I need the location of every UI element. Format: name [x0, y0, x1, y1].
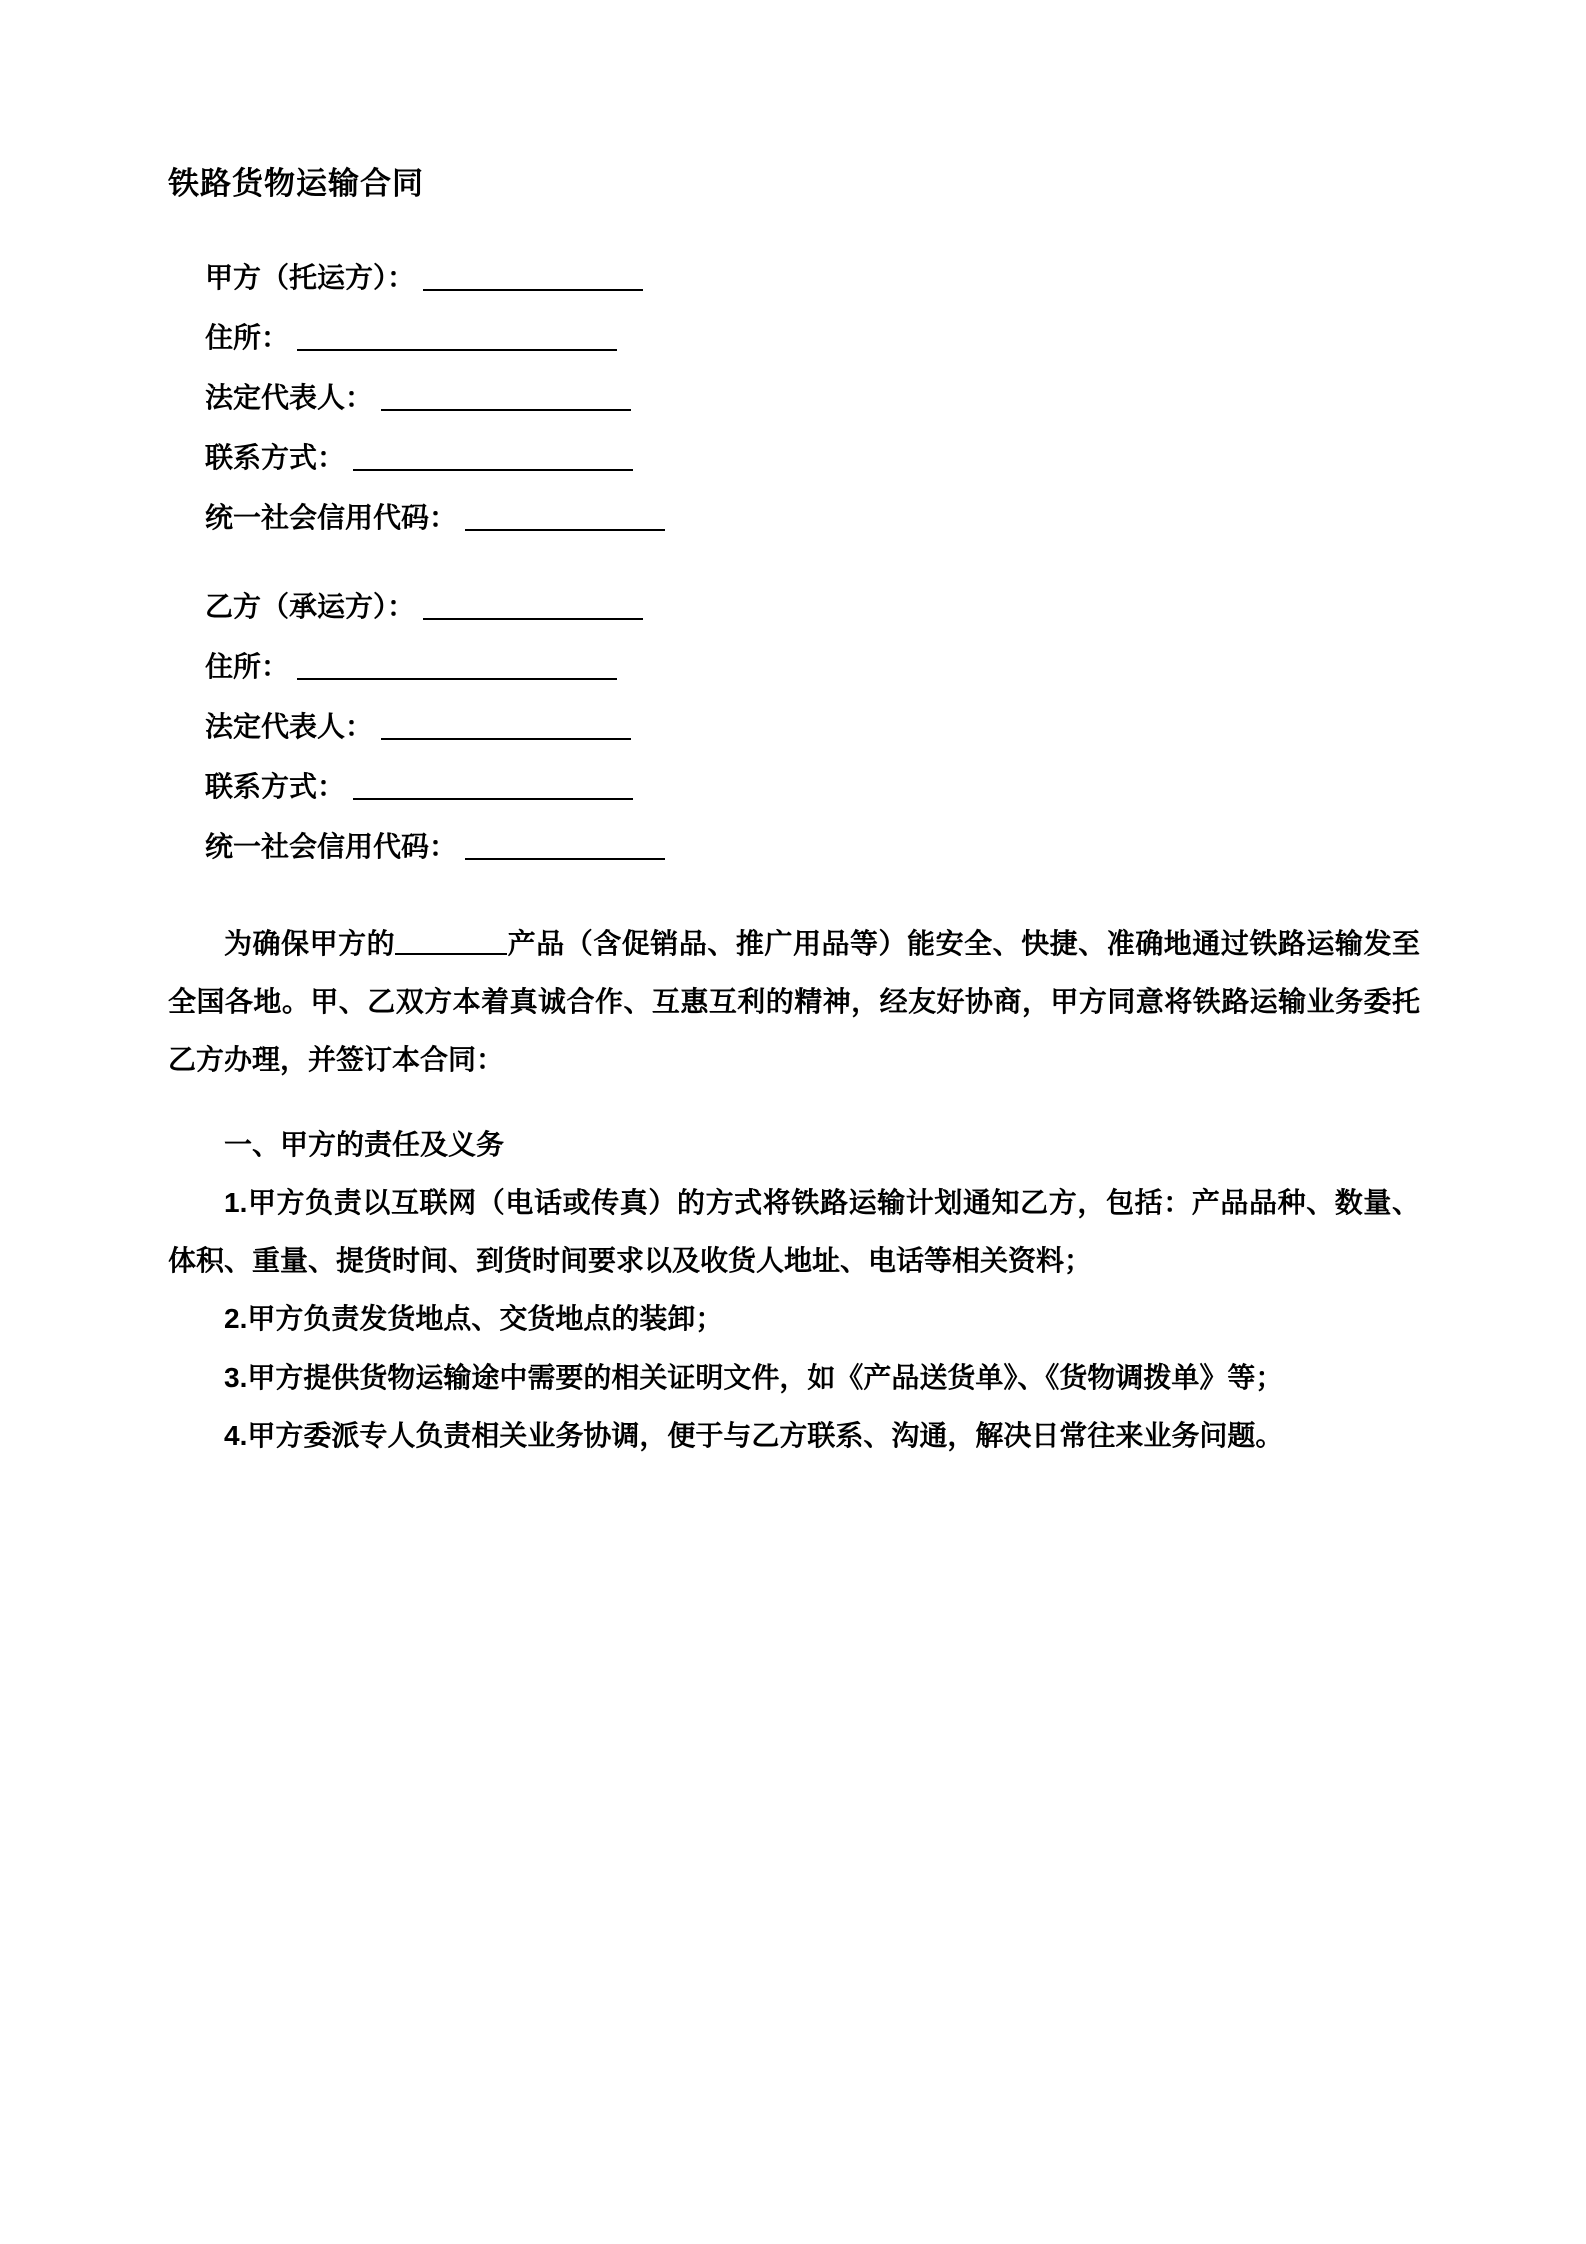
field-party-a-contact — [205, 441, 1420, 474]
fill-in-blank-party-a-address[interactable] — [297, 321, 617, 351]
section1-item-4: 4.甲方委派专人负责相关业务协调，便于与乙方联系、沟通，解决日常往来业务问题。 — [224, 1419, 1284, 1451]
section1-item-1: 1.甲方负责以互联网（电话或传真）的方式将铁路运输计划通知乙方，包括：产品品种、数量、体积、重量、提货时间、到货时间要求以及收货人地址、电话等相关资料； — [168, 1186, 1420, 1277]
fill-in-blank-party-a-legal-rep[interactable] — [381, 381, 631, 411]
fill-in-blank-party-b-name[interactable] — [423, 590, 643, 620]
section1-item-2: 2.甲方负责发货地点、交货地点的装卸； — [224, 1303, 724, 1335]
field-party-b-name — [205, 590, 1420, 623]
field-label: 联系方式： — [205, 442, 346, 473]
field-party-b-legal-rep — [205, 710, 1420, 743]
fill-in-blank-party-b-address[interactable] — [297, 650, 617, 680]
field-label: 联系方式： — [205, 771, 346, 802]
fill-in-blank-party-a-credit-code[interactable] — [465, 501, 665, 531]
field-label: 甲方（托运方）： — [205, 262, 416, 293]
party-b-fields — [205, 590, 1420, 863]
field-party-b-credit-code — [205, 830, 1420, 863]
field-label: 住所： — [205, 322, 290, 353]
field-label: 法定代表人： — [205, 711, 374, 742]
field-label: 住所： — [205, 651, 290, 682]
section1-item-3: 3.甲方提供货物运输途中需要的相关证明文件，如《产品送货单》、《货物调拨单》等； — [224, 1361, 1284, 1393]
field-label: 统一社会信用代码： — [205, 831, 458, 862]
fill-in-blank-party-b-credit-code[interactable] — [465, 830, 665, 860]
field-label: 统一社会信用代码： — [205, 502, 458, 533]
fill-in-blank-party-a-name[interactable] — [423, 261, 643, 291]
section1-heading: 一、甲方的责任及义务 — [224, 1128, 505, 1160]
party-a-fields — [205, 261, 1420, 534]
fill-in-blank-product[interactable] — [395, 927, 507, 955]
fill-in-blank-party-b-legal-rep[interactable] — [381, 710, 631, 740]
field-party-a-legal-rep — [205, 381, 1420, 414]
document-title: 铁路货物运输合同 — [168, 166, 424, 201]
intro-text-before-blank: 为确保甲方的 — [224, 928, 396, 959]
field-label: 乙方（承运方）： — [205, 591, 416, 622]
field-party-a-address — [205, 321, 1420, 354]
field-party-a-credit-code — [205, 501, 1420, 534]
field-party-b-address — [205, 650, 1420, 683]
field-party-a-name — [205, 261, 1420, 294]
intro-paragraph — [168, 915, 1420, 1090]
field-party-b-contact — [205, 770, 1420, 803]
fill-in-blank-party-b-contact[interactable] — [353, 770, 633, 800]
fill-in-blank-party-a-contact[interactable] — [353, 441, 633, 471]
field-label: 法定代表人： — [205, 382, 374, 413]
intro-text-after-blank: 产品（含促销品、推广用品等）能安全、快捷、准确地通过铁路运输发至全国各地。甲、乙双方本着真诚合作、互惠互利的精神，经友好协商，甲方同意将铁路运输业务委托乙方办理，并签订本合同： — [168, 928, 1420, 1076]
